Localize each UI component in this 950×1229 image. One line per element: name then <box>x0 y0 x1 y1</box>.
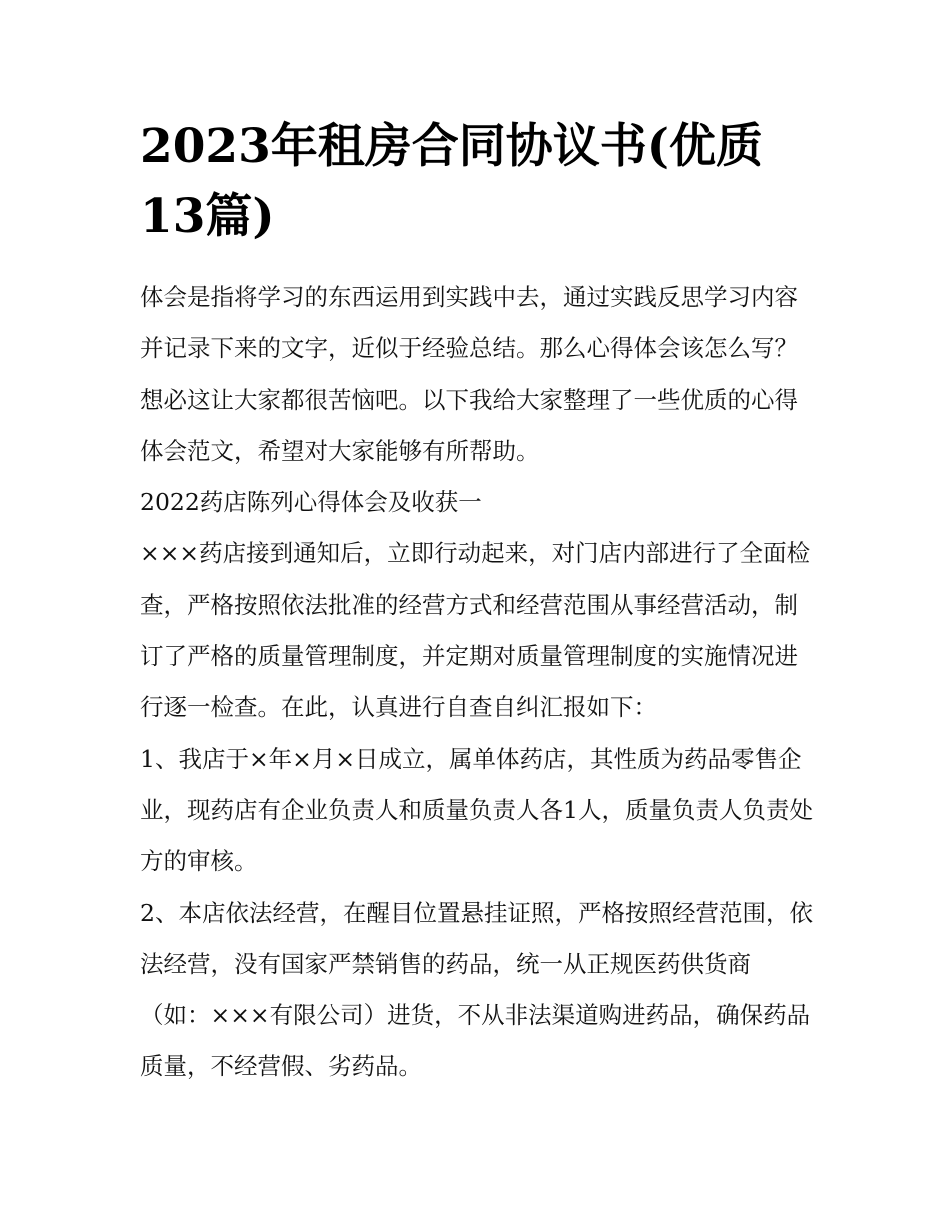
body-paragraph: ×××药店接到通知后，立即行动起来，对门店内部进行了全面检查，严格按照依法批准的经营方式和经营范围从事经营活动，制订了严格的质量管理制度，并定期对质量管理制度的实施情况进行逐一检查。在此，认真进行自查自纠汇报如下： <box>140 539 811 722</box>
section-heading: 2022药店陈列心得体会及收获一 <box>140 488 482 517</box>
list-item-2: 2、本店依法经营，在醒目位置悬挂证照，严格按照经营范围，依法经营，没有国家严禁销售的药品，统一从正规医药供货商（如：×××有限公司）进货，不从非法渠道购进药品，确保药品质量，不经营假、劣药品。 <box>140 898 813 1081</box>
list-item-1: 1、我店于×年×月×日成立，属单体药店，其性质为药品零售企业，现药店有企业负责人和质量负责人各1人，质量负责人负责处方的审核。 <box>140 744 813 876</box>
document-title: 2023年租房合同协议书(优质13篇) <box>140 119 764 244</box>
document-content <box>140 112 820 1093</box>
document-body <box>140 272 820 1093</box>
intro-paragraph: 体会是指将学习的东西运用到实践中去，通过实践反思学习内容并记录下来的文字，近似于经验总结。那么心得体会该怎么写？想必这让大家都很苦恼吧。以下我给大家整理了一些优质的心得体会范文，希望对大家能够有所帮助。 <box>140 283 798 465</box>
